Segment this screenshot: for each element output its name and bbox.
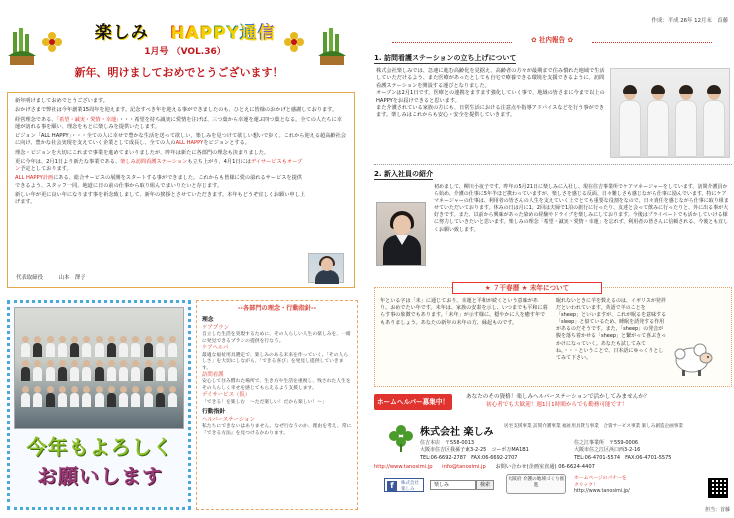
inquiry-phone: お問い合わせ(企画室直通) 06-6624-4407 [495,464,595,470]
philosophy-title: --各部門の理念・行動指針-- [237,305,317,312]
staff-group-photo [14,307,184,429]
careplan-label: ケアプラン [202,325,229,332]
branch-address: 住之江事業所 〒559-0006 大阪市住之江区浜口西3-2-16 TEL:06-4701-5574 FAX:06-4701-5575 [574,440,672,461]
website-link[interactable]: http://www.tanosimi.jp [374,464,433,470]
kadomatsu-icon-left [8,28,38,66]
newsletter-title: 楽しみ HAPPY通信 [94,23,276,43]
helper-station-label: ヘルパーステーション [202,416,255,423]
clover-logo-icon [388,424,414,452]
letter-paragraph: ビジョン「ALL HAPPY」・・・全ての人に幸せで豊かな生活を送って欲しい、楽しみを見つけて欲しい想いで歩く。これから迎える超高齢社会に向け、豊かな社会実現を支えていく企業として成長し、全ての人のALL HAPPYをビジョンとする。 [15,133,346,147]
nurse-label: 訪問看護 [202,372,224,379]
right-page [372,0,734,518]
qr-code-icon [708,478,728,498]
new-employee-photo [376,202,426,266]
helper-station-text: 私たちにできないはありません。なぜ行なうのか、理由を考え、常に『できる方法』を見つけるかわります。 [202,424,352,436]
flower-icon: ✿ [567,36,574,44]
flower-icon-left [42,32,62,52]
new-year-banner: 新年、明けましておめでとうございます！ [74,66,284,79]
philosophy-heading: 理念 [202,317,214,324]
letter-paragraph: おかげさまで弊社は今年創業15周年を迎えます。記念すべき年を迎える事ができましたのも、ひとえに皆様のおかげと感謝しております。 [15,107,338,114]
newsletter-masthead [60,22,310,64]
flower-icon: ✿ [530,36,537,44]
company-name: 株式会社 楽しみ [420,427,494,438]
kadomatsu-icon-right [318,28,348,66]
zodiac-title: ★ ７干春暦 ★ 未年について [452,282,602,294]
certification-badge: 大阪府 介護の地域づくり推進 [506,474,566,494]
zodiac-right-text: 眠れないときに羊を数えるのは、イギリスが発祥だといわれています。英語で羊のことを「sheep」といいますが、これが眠るを意味する「sleep」と似ているため、睡眠を誘発する作用があるのだそうです。また、「sheep」の発音が腹を落ち着かせる「sheep」と繋がって喜ぶきっかけになっていく。あなたも試してみてね。・・・ということで、日本語にゆっくりとしてみて下さい。 [556,298,667,361]
homepage-banner-text: ホームページのパナーをクリック！ http://www.tanosimi.jp/ [574,476,630,495]
ceo-portrait [308,253,344,283]
email-link[interactable]: info@tanosimi.jp [442,464,486,470]
facebook-icon: f [387,481,397,491]
new-year-greeting-art: 今年もよろしく お願いします [26,435,174,488]
section-1-body: 株式会社楽しみでは、急速に進む高齢化を見据え、高齢者の方々が最期まで住み慣れた地域で生活していただけるよう、また医療があったとしても自宅で療養できる環境を支援できるように、訪問看護ステーションを開設する運びとなりました。 オープンは2月1日です。医療との連携をますます強化していく事で、地域の皆さまに今まで以上のHAPPYをお届けできると思います。 また介護されている家族の方にも、日常生活における注意点や指導アドバイスなどを行う事ができます。楽しみはこれからも安心・安全を提供していきます。 [376,68,605,119]
letter-paragraph: 更に今年は、2月1日より新たな事業である、楽しみ訪問看護ステーションも立ち上がり、4月1日にはデイサービスもオープン予定としております。 [15,159,303,173]
letter-paragraph: 理念・ビジョンを大切にこれまで事業を進めてまいりましたが、昨年は新たに各部門の理念も決まりました。 [15,149,270,156]
helper-recruit-button[interactable]: ホームヘルパー募集中！ [374,394,452,410]
carehelper-label: ケアヘルパ [202,345,229,352]
section-title-1: 1. 訪問看護ステーションの立ち上げについて [374,54,516,64]
author-footer: 担当：首藤 [704,507,730,514]
helper-recruit-text: あなたのその資格！楽しみヘルパーステーションで活かしてみませんか？ 初心者でも大歓迎！週1日1時間からでも勤務可能です！ [466,394,650,408]
company-services: 居宅支援事業 訪問介護事業 福祉用具貸与事業 合資サービス事業 楽しみ創造企画事業 [504,424,683,429]
sheep-illustration-icon [670,340,716,378]
left-page [0,0,362,518]
dayservice-text: 「できる！を楽しむ ～ただ楽しい！だから楽しい！～」 [202,399,327,405]
letter-paragraph: 新年明けましておめでとうございます。 [15,98,108,104]
letter-paragraph: 新しい年が更に良い年になります事を祈念致しまして、新年の挨拶とさせていただきます。本年もどうぞ宜しくお願い申し上げます。 [15,191,305,205]
careplan-text: 自立した生活を実現するために、その人らしい人生の楽しみを、一緒に発見できるプランの提供を行なう。 [202,332,351,344]
letter-paragraph: 経営理念である、「希望・誠実・愛情・幸運」・・・希望を持ち誠実に愛情を注げば、三つ葉から幸運を運ぶ四つ葉となる。全ての人たちに幸運が訪れる事を願い、理念をもとに楽しみを提供いたします。 [15,116,342,130]
letter-paragraph: ALL HAPPY計画にある、総合サービスの展開をスタートする事ができました。これからも皆様に愛の溢れるサービスを提供できるよう、スタッフ一同、地道に日の前の仕事から取り組んでまいりたいと存じます。 [15,175,302,189]
section-title-2: 2. 新入社員の紹介 [374,170,433,180]
company-report-header: ✿ 社内報告 ✿ [372,36,732,48]
department-philosophy-box [196,300,358,510]
contact-line [374,464,732,474]
hq-address: 住吉本店 〒558-0013 大阪市住吉区我孫子東3-2-25 コーポ万MA1B1 TEL:06-6692-2787 FAX:06-6692-2707 [420,440,529,461]
divider [374,164,732,165]
dayservice-label: デイサービス（仮） [202,392,251,399]
facebook-banner[interactable]: f 株式会社楽しみ [384,478,424,492]
search-button[interactable]: 検索 [476,480,494,490]
issue-number: 1月号 （VOL.36） [144,46,226,57]
zodiac-left-text: 年といる字は「未」に通じており、幸運と平和が続くという意味があり、おめでたい年です。未年は、家族の安泰を示し、いつまでも平和に暮らす事の象徴でもあります。「未年」が示す様に、穏やかに人を癒す年でもありましょう。あなたの新年の未年の方、縁起ものです。 [380,298,548,326]
company-info [374,418,732,514]
nurse-text: 安心して住み慣れた場所で、生き方や生活を重視し、残された人生をその人らしく幸せを感じてもらえるよう支援します。 [202,379,351,391]
signature: 代表取締役 山本 澤子 [16,274,86,281]
greeting-letter [7,92,355,288]
section-2-body: 初めまして、柳川小夜子です。昨年の5月21日に楽しみに入社し、現在住吉事業所でケアマネージャーをしています。訪問介護員から始め、介護の仕事に5年半ほど携わっていますが、楽しさを感じる反面、日々難しさも感じながら仕事に励んでいます。特にケアマネージャーの仕事は、利用者の皆さんの人生を支えていく上でとても重要な役割をなので、日々責任を感じながら仕事に取り組ませていただいております。休みの日は月に1、2回は夫婦で1泊の旅行に行ったり、友達と会って飲みに行ったりと、外に出る事が大好きです。また、以前から興味があった染めの経験やドライブを楽しみにしております。今後はプライベートでも活かしていける様に努力していきたいと思います。楽しみの理念「希望・誠実・愛情・幸運」を忘れず、利用者の皆さんに信頼される、今後とも宜しくお願い致します。 [434,184,729,233]
helper-recruit-bar [374,393,732,413]
search-input[interactable]: 楽しみ [430,480,476,490]
nurse-staff-photo [610,68,730,158]
action-heading: 行動指針 [202,409,226,416]
carehelper-text: 最適な福祉用具選定で、楽しみのある未来を作っていく。「その人らしさ」を大切にしながら、「できる喜び」を発見し提供していきます。 [202,352,349,371]
created-date: 作成：平成 26年 12月末 首藤 [651,18,728,24]
